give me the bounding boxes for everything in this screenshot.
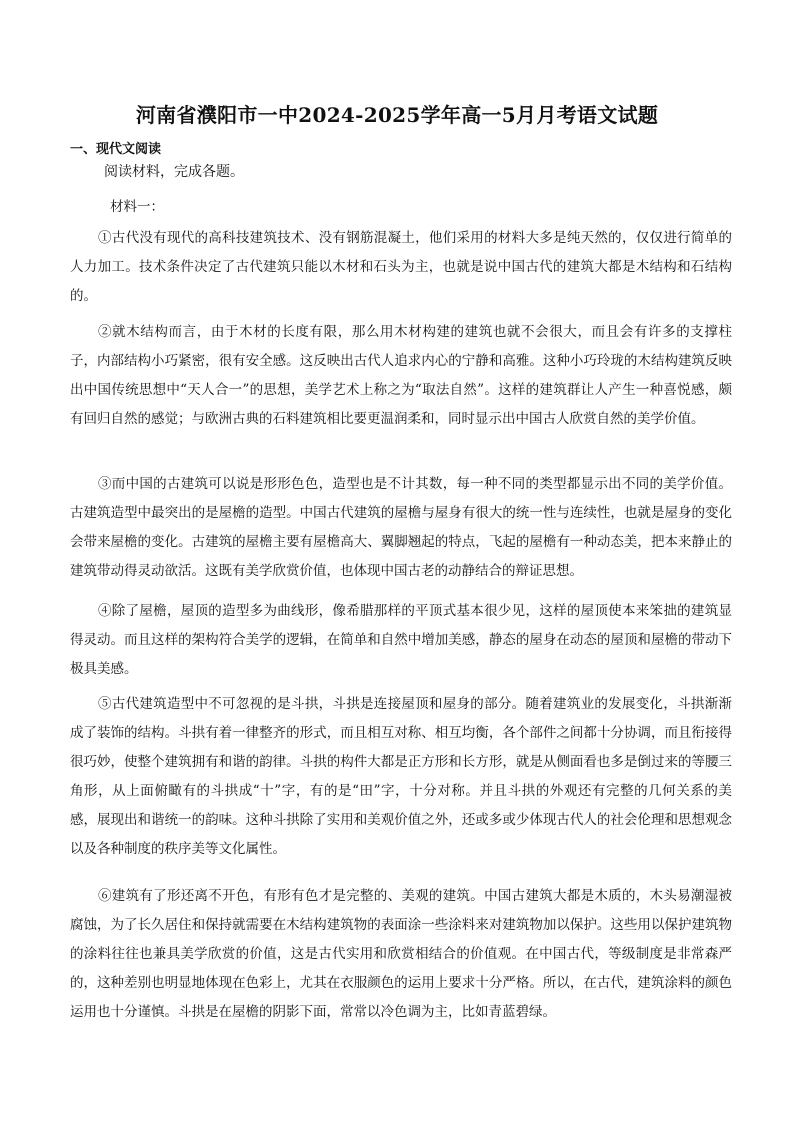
paragraph-3: ③而中国的古建筑可以说是形形色色，造型也是不计其数，每一种不同的类型都显示出不同的美学价值。古建筑造型中最突出的是屋檐的造型。中国古代建筑的屋檐与屋身有很大的统一性与连续性，也就是屋身的变化会带来屋檐的变化。古建筑的屋檐主要有屋檐高大、翼脚翘起的特点，飞起的屋檐有一种动态美，把本来静止的建筑带动得灵动欲活。这既有美学欣赏价值，也体现中国古老的动静结合的辩证思想。 — [70, 476, 732, 579]
section-heading: 一、现代文阅读 — [70, 142, 162, 157]
page-title: 河南省濮阳市一中2024-2025学年高一5月月考语文试题 — [135, 103, 659, 127]
reading-instruction: 阅读材料，完成各题。 — [104, 164, 244, 180]
paragraph-1: ①古代没有现代的高科技建筑技术、没有钢筋混凝土，他们采用的材料大多是纯天然的，仅仅进行简单的人力加工。技术条件决定了古代建筑只能以木材和石头为主，也就是说中国古代的建筑大都是木结构和石结构的。 — [70, 230, 732, 304]
paragraph-6: ⑥建筑有了形还离不开色，有形有色才是完整的、美观的建筑。中国古建筑大都是木质的，木头易潮湿被腐蚀，为了长久居住和保持就需要在木结构建筑物的表面涂一些涂料来对建筑物加以保护。这些用以保护建筑物的涂料往往也兼具美学欣赏的价值，这是古代实用和欣赏相结合的价值观。在中国古代，等级制度是非常森严的，这种差别也明显地体现在色彩上，尤其在衣服颜色的运用上要求十分严格。所以，在古代，建筑涂料的颜色运用也十分谨慎。斗拱是在屋檐的阴影下面，常常以冷色调为主，比如青蓝碧绿。 — [70, 888, 732, 1020]
paragraph-4: ④除了屋檐，屋顶的造型多为曲线形，像希腊那样的平顶式基本很少见，这样的屋顶使本来笨拙的建筑显得灵动。而且这样的架构符合美学的逻辑，在简单和自然中增加美感，静态的屋身在动态的屋顶和屋檐的带动下极具美感。 — [70, 603, 732, 677]
paragraph-5: ⑤古代建筑造型中不可忽视的是斗拱，斗拱是连接屋顶和屋身的部分。随着建筑业的发展变化，斗拱渐渐成了装饰的结构。斗拱有着一律整齐的形式，而且相互对称、相互均衡，各个部件之间都十分协调，而且衔接得很巧妙，使整个建筑拥有和谐的韵律。斗拱的构件大都是正方形和长方形，就是从侧面看也多是倒过来的等腰三角形，从上面俯瞰有的斗拱成“十”字，有的是“田”字，十分对称。并且斗拱的外观还有完整的几何关系的美感，展现出和谐统一的韵味。这种斗拱除了实用和美观价值之外，还或多或少体现古代人的社会伦理和思想观念以及各种制度的秩序美等文化属性。 — [70, 696, 732, 857]
material-label: 材料一： — [110, 199, 164, 215]
paragraph-2: ②就木结构而言，由于木材的长度有限，那么用木材构建的建筑也就不会很大，而且会有许多的支撑柱子，内部结构小巧紧密，很有安全感。这反映出古代人追求内心的宁静和高雅。这种小巧玲珑的木结构建筑反映出中国传统思想中“天人合一”的思想，美学艺术上称之为“取法自然”。这样的建筑群让人产生一种喜悦感，颇有回归自然的感觉；与欧洲古典的石料建筑相比要更温润柔和，同时显示出中国古人欣赏自然的美学价值。 — [70, 324, 732, 427]
